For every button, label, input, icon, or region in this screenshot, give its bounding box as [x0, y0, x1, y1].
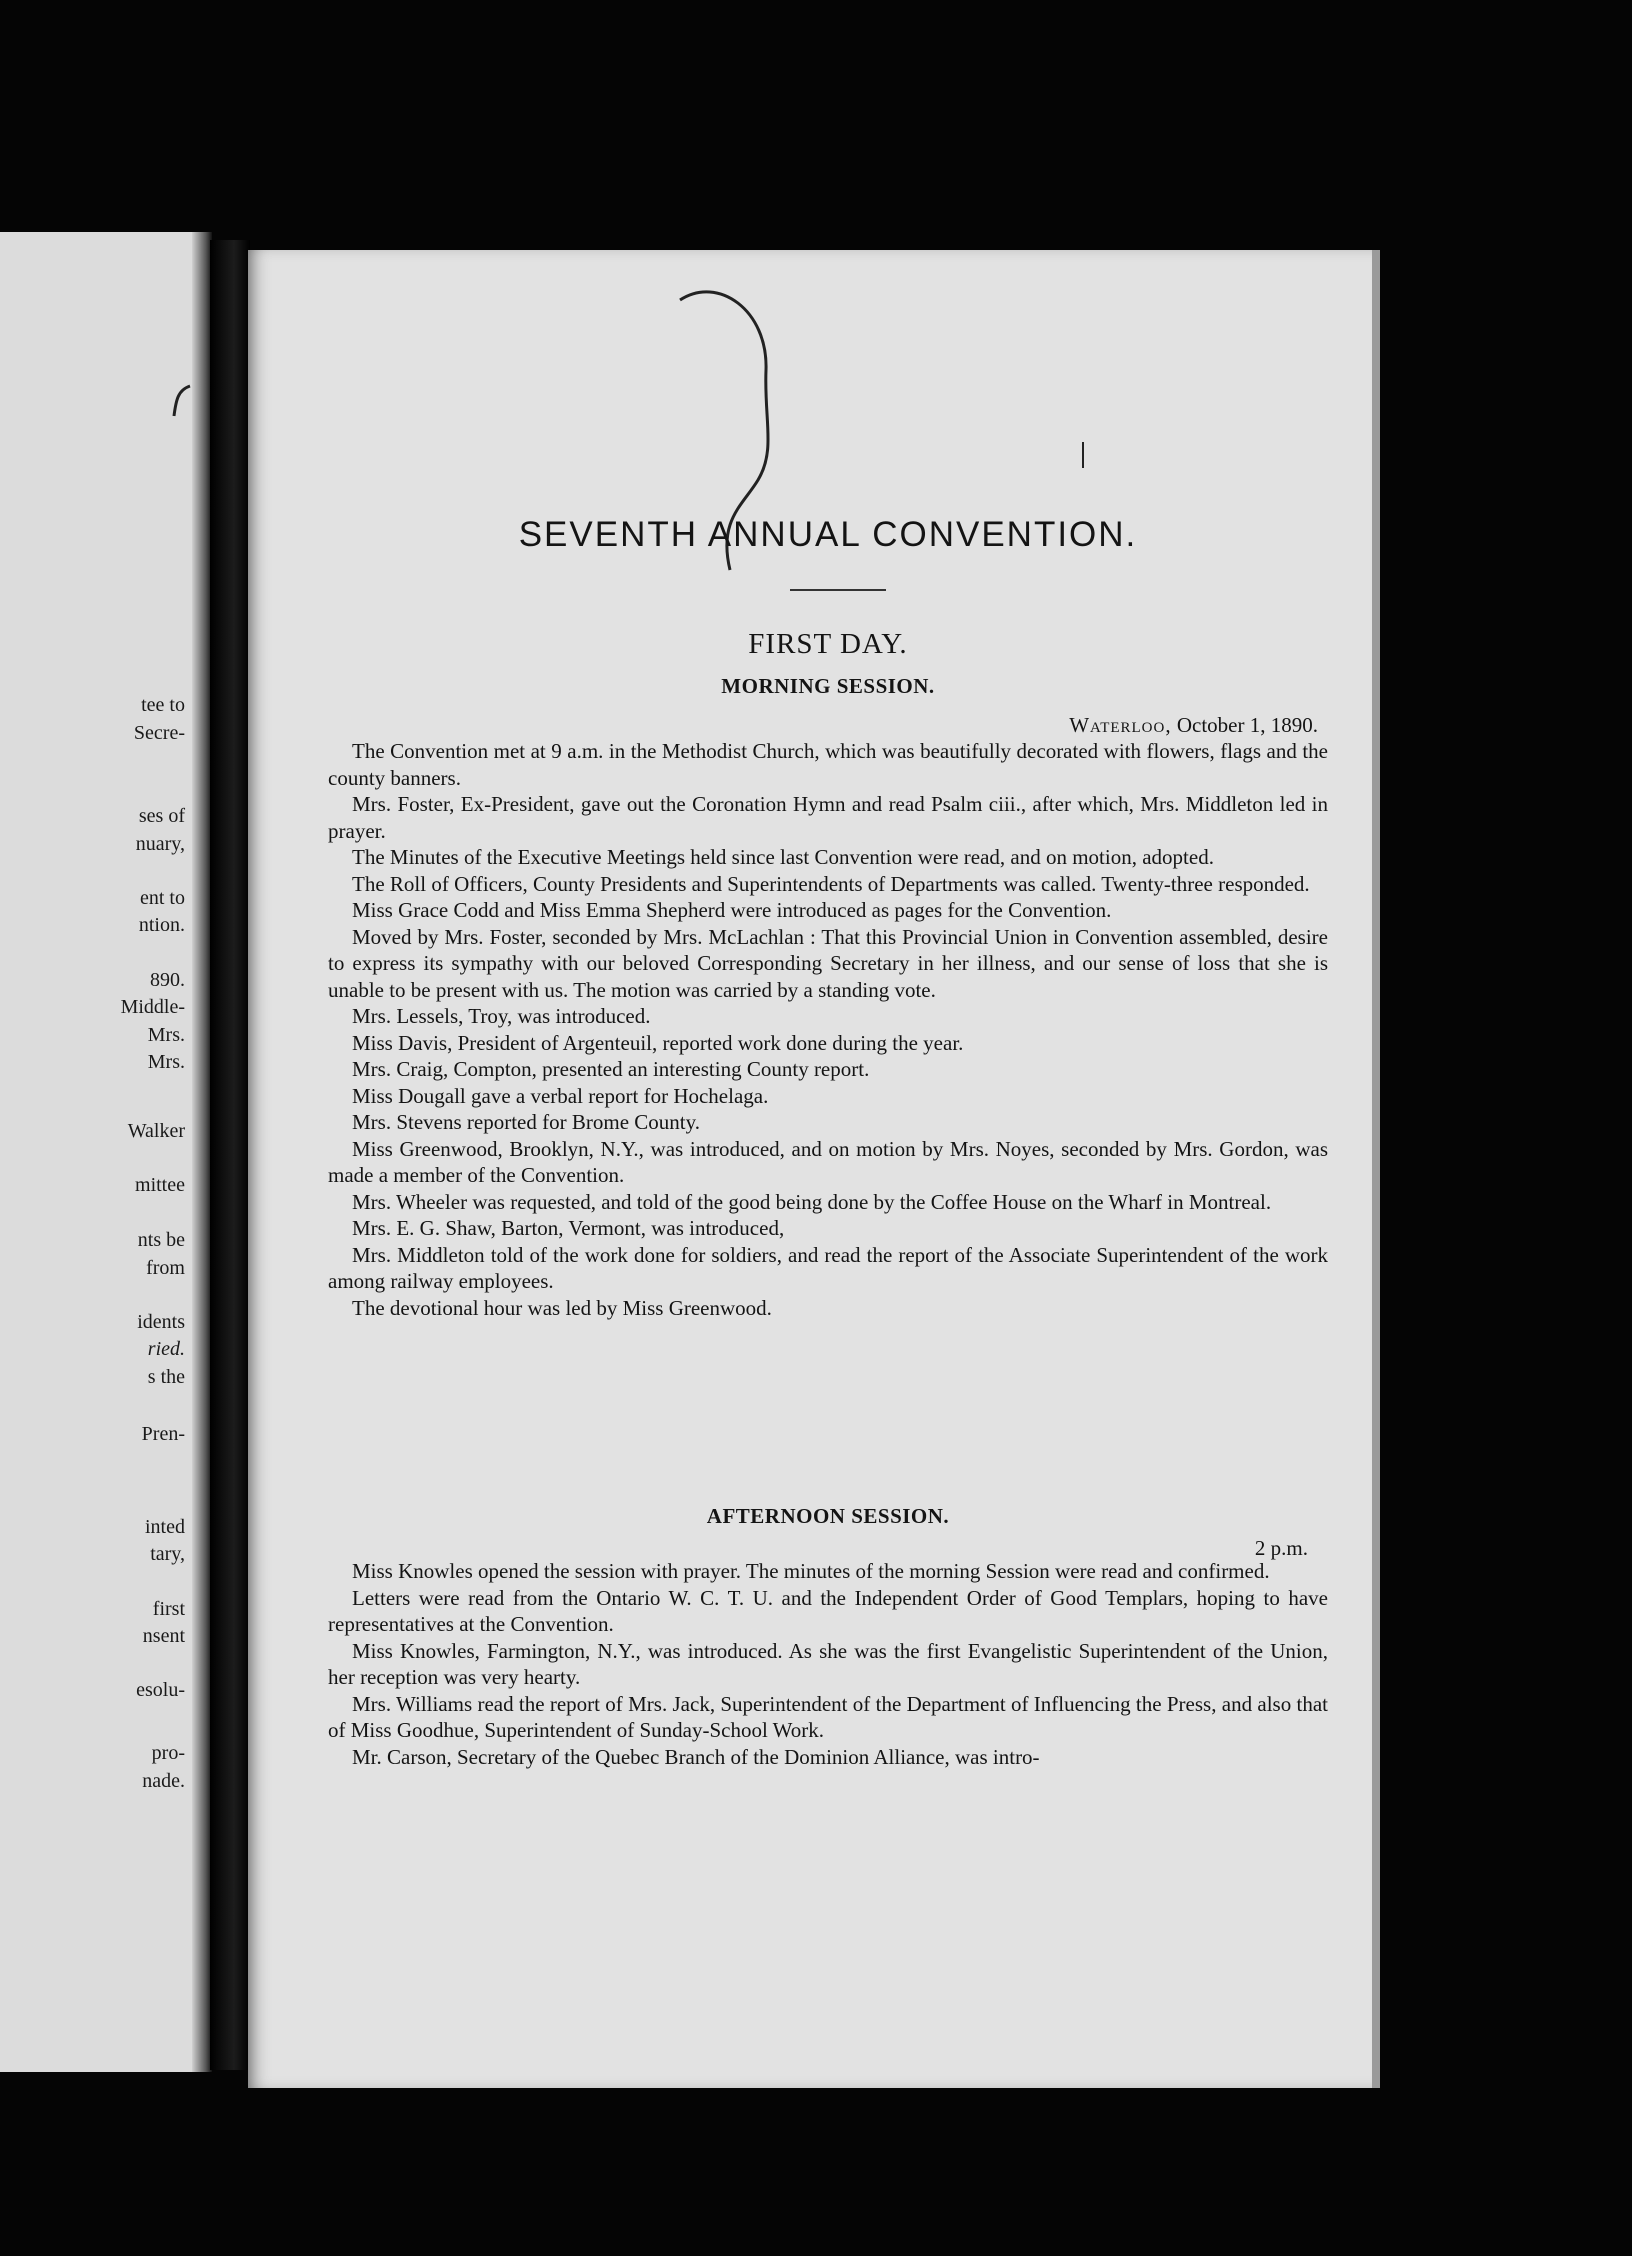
afternoon-session-heading: AFTERNOON SESSION.: [706, 1504, 950, 1528]
paragraph: Miss Davis, President of Argenteuil, reported work done during the year.: [352, 1030, 964, 1055]
session-time: 2 p.m.: [1254, 1536, 1308, 1560]
paragraph: Miss Greenwood, Brooklyn, N.Y., was introduced, and on motion by Mrs. Noyes, seconded by Mrs. Gordon, was made a member of the Convention.: [328, 1136, 1328, 1187]
left-line: Pren-: [141, 1423, 185, 1445]
paragraph: Letters were read from the Ontario W. C. T. U. and the Independent Order of Good Templars, hoping to have representatives at the Convention.: [328, 1585, 1328, 1636]
paragraph: Moved by Mrs. Foster, seconded by Mrs. McLachlan : That this Provincial Union in Convention assembled, desire to express its sympathy with our beloved Corresponding Secretary in her illness, and our sense of loss that she is unable to be present with us. The motion was carried by a standing vote.: [328, 924, 1328, 1002]
left-line: tee to: [141, 694, 185, 716]
left-page-fragment: [0, 232, 212, 2072]
paragraph: Miss Dougall gave a verbal report for Hochelaga.: [352, 1083, 769, 1108]
paragraph: Mrs. E. G. Shaw, Barton, Vermont, was introduced,: [352, 1216, 785, 1240]
dateline-place: Waterloo,: [1069, 713, 1172, 737]
left-line: pro-: [151, 1742, 185, 1764]
left-line: Secre-: [133, 722, 185, 744]
dateline: [1069, 713, 1318, 738]
paragraph: Miss Knowles opened the session with prayer. The minutes of the morning Session were read and confirmed.: [352, 1559, 1270, 1583]
left-line: esolu-: [136, 1679, 185, 1701]
left-line: idents: [137, 1311, 185, 1333]
paragraph: Mrs. Stevens reported for Brome County.: [352, 1110, 700, 1134]
left-line: tary,: [150, 1543, 185, 1565]
left-line: ntion.: [138, 914, 185, 936]
left-line: Walker: [127, 1120, 185, 1142]
page-edge: [1372, 250, 1380, 2088]
left-line: nade.: [142, 1770, 185, 1792]
left-line: ses of: [138, 805, 185, 827]
morning-paragraphs: [328, 738, 1328, 1321]
book-spine: [210, 240, 250, 2070]
paragraph: The Convention met at 9 a.m. in the Methodist Church, which was beautifully decorated with flowers, flags and the county banners.: [328, 739, 1328, 790]
left-line: Mrs.: [147, 1024, 185, 1046]
left-line: 890.: [150, 969, 185, 991]
morning-session-heading: MORNING SESSION.: [721, 674, 935, 698]
paragraph: Mrs. Williams read the report of Mrs. Jack, Superintendent of the Department of Influencing the Press, and also that of Miss Goodhue, Superintendent of Sunday-School Work.: [328, 1691, 1328, 1742]
paragraph: The Roll of Officers, County Presidents and Superintendents of Departments was called. Twenty-three responded.: [352, 871, 1310, 896]
title-divider: [790, 589, 886, 591]
paragraph: Mr. Carson, Secretary of the Quebec Branch of the Dominion Alliance, was intro-: [352, 1744, 1040, 1769]
left-line: nsent: [142, 1625, 185, 1647]
paragraph: Mrs. Lessels, Troy, was introduced.: [352, 1004, 651, 1028]
day-heading: FIRST DAY.: [748, 628, 908, 660]
paragraph: Mrs. Wheeler was requested, and told of the good being done by the Coffee House on the Wharf in Montreal.: [352, 1189, 1272, 1214]
left-line: s the: [147, 1366, 185, 1388]
dateline-date: October 1, 1890.: [1176, 713, 1318, 737]
left-line: first: [152, 1598, 185, 1620]
left-line: ent to: [140, 887, 185, 909]
left-line: inted: [145, 1516, 185, 1538]
paragraph: Mrs. Craig, Compton, presented an interesting County report.: [352, 1057, 870, 1081]
left-line: nuary,: [135, 833, 185, 855]
paragraph: Mrs. Foster, Ex-President, gave out the Coronation Hymn and read Psalm ciii., after which, Mrs. Middleton led in prayer.: [328, 792, 1328, 843]
paragraph: Miss Grace Codd and Miss Emma Shepherd were introduced as pages for the Convention.: [352, 898, 1112, 922]
pen-stroke-mark: [1078, 440, 1088, 470]
paragraph: Mrs. Middleton told of the work done for soldiers, and read the report of the Associate Superintendent of the work among railway employees.: [328, 1242, 1328, 1293]
left-line: Mrs.: [147, 1051, 185, 1073]
page-gutter-shadow: [192, 232, 212, 2072]
left-line: nts be: [137, 1229, 185, 1251]
paragraph: The devotional hour was led by Miss Greenwood.: [352, 1295, 772, 1320]
pen-tick-mark: [168, 380, 198, 420]
afternoon-paragraphs: [328, 1558, 1328, 1770]
paragraph: The Minutes of the Executive Meetings held since last Convention were read, and on motion, adopted.: [352, 845, 1214, 869]
left-line: Middle-: [120, 996, 185, 1018]
paragraph: Miss Knowles, Farmington, N.Y., was introduced. As she was the first Evangelistic Superintendent of the Union, her reception was very hearty.: [328, 1638, 1328, 1689]
page-title: SEVENTH ANNUAL CONVENTION.: [518, 515, 1138, 554]
right-page: [248, 250, 1374, 2088]
left-line: ried.: [147, 1338, 185, 1360]
left-line: mittee: [135, 1174, 185, 1196]
left-line: from: [146, 1257, 185, 1279]
